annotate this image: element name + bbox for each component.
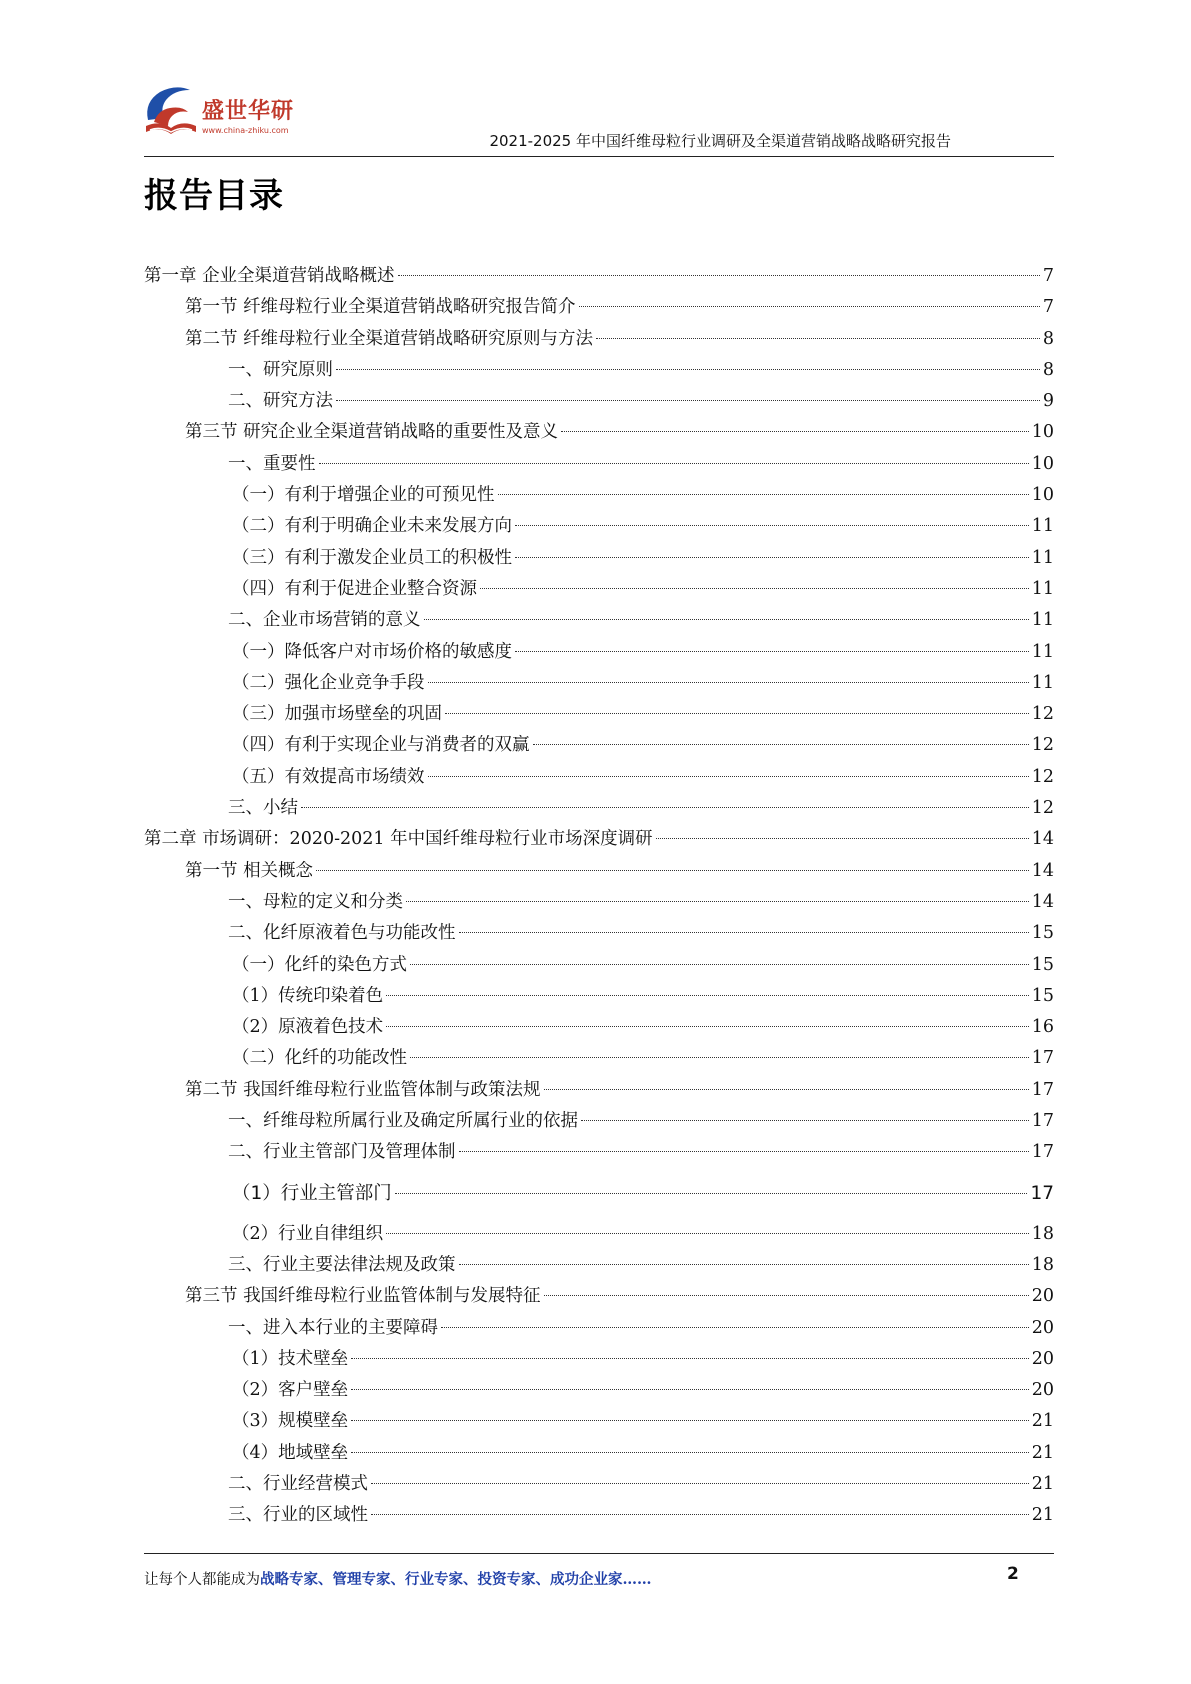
toc-entry-title: 第一节 纤维母粒行业全渠道营销战略研究报告简介 xyxy=(185,297,576,318)
toc-entry-page: 9 xyxy=(1042,391,1054,412)
toc-entry-title: 二、研究方法 xyxy=(228,391,333,412)
toc-entry-page: 21 xyxy=(1031,1442,1054,1463)
toc-entry-title: 第二节 我国纤维母粒行业监管体制与政策法规 xyxy=(185,1079,541,1100)
toc-entry-page: 21 xyxy=(1031,1505,1054,1526)
toc-dot-leader xyxy=(445,713,1029,714)
toc-dot-leader xyxy=(319,463,1029,464)
toc-entry-title: （三）有利于激发企业员工的积极性 xyxy=(232,547,512,568)
toc-entry-page: 17 xyxy=(1031,1048,1054,1069)
toc-entry-title: （1）传统印染着色 xyxy=(232,985,384,1006)
toc-entry-title: （3）规模壁垒 xyxy=(232,1411,349,1432)
toc-entry-page: 10 xyxy=(1031,422,1054,443)
toc-entry-title: 第一章 企业全渠道营销战略概述 xyxy=(144,266,395,286)
toc-entry-title: 第一节 相关概念 xyxy=(185,860,314,881)
header-divider xyxy=(144,156,1054,157)
toc-dot-leader xyxy=(515,557,1029,558)
document-title: 2021-2025 年中国纤维母粒行业调研及全渠道营销战略战略研究报告 xyxy=(489,132,951,150)
toc-entry-title: 一、进入本行业的主要障碍 xyxy=(228,1317,438,1338)
toc-dot-leader xyxy=(424,619,1029,620)
toc-entry[interactable] xyxy=(144,918,1054,949)
toc-entry-page: 20 xyxy=(1031,1348,1054,1369)
toc-dot-leader xyxy=(406,901,1029,902)
toc-entry[interactable] xyxy=(144,605,1054,636)
toc-dot-leader xyxy=(301,807,1029,808)
toc-dot-leader xyxy=(459,1264,1029,1265)
toc-dot-leader xyxy=(579,306,1040,307)
toc-entry-page: 14 xyxy=(1031,860,1054,881)
toc-entry-page: 10 xyxy=(1031,453,1054,474)
toc-entry-page: 20 xyxy=(1031,1286,1054,1307)
toc-entry[interactable] xyxy=(144,1469,1054,1500)
toc-entry-title: 第三节 研究企业全渠道营销战略的重要性及意义 xyxy=(185,422,559,443)
toc-entry[interactable] xyxy=(144,355,1054,386)
toc-entry[interactable] xyxy=(144,386,1054,417)
toc-dot-leader xyxy=(410,964,1029,965)
toc-dot-leader xyxy=(428,776,1029,777)
toc-entry-title: （五）有效提高市场绩效 xyxy=(232,766,425,787)
toc-entry[interactable] xyxy=(144,1500,1054,1531)
toc-entry-page: 17 xyxy=(1031,1111,1054,1132)
toc-entry[interactable] xyxy=(144,637,1054,668)
toc-entry[interactable] xyxy=(144,793,1054,824)
toc-entry[interactable] xyxy=(144,1281,1054,1312)
toc-entry[interactable] xyxy=(144,292,1054,323)
toc-entry[interactable] xyxy=(144,543,1054,574)
toc-entry-page: 15 xyxy=(1031,954,1054,975)
toc-entry[interactable] xyxy=(144,324,1054,355)
toc-entry-title: 三、行业的区域性 xyxy=(228,1505,368,1526)
footer-divider xyxy=(144,1553,1054,1554)
toc-dot-leader xyxy=(386,1026,1029,1027)
toc-entry-title: （4）地域壁垒 xyxy=(232,1442,349,1463)
toc-entry-title: 二、化纤原液着色与功能改性 xyxy=(228,923,456,944)
toc-entry-title: （三）加强市场壁垒的巩固 xyxy=(232,704,442,725)
toc-entry-title: 第三节 我国纤维母粒行业监管体制与发展特征 xyxy=(185,1286,541,1307)
toc-dot-leader xyxy=(410,1057,1029,1058)
toc-entry-page: 12 xyxy=(1031,766,1054,787)
toc-entry-title: 二、企业市场营销的意义 xyxy=(228,610,421,631)
toc-entry-title: 二、行业主管部门及管理体制 xyxy=(228,1142,456,1163)
toc-entry-title: 一、纤维母粒所属行业及确定所属行业的依据 xyxy=(228,1111,578,1132)
toc-dot-leader xyxy=(441,1327,1029,1328)
toc-dot-leader xyxy=(459,1151,1029,1152)
logo-url: www.china-zhiku.com xyxy=(202,126,289,135)
toc-dot-leader xyxy=(316,870,1029,871)
toc-dot-leader xyxy=(386,1233,1029,1234)
toc-entry-title: （2）原液着色技术 xyxy=(232,1017,384,1038)
toc-entry[interactable] xyxy=(144,1106,1054,1137)
toc-entry-title: （2）客户壁垒 xyxy=(232,1380,349,1401)
toc-dot-leader xyxy=(581,1120,1029,1121)
page-title: 报告目录 xyxy=(144,176,284,216)
toc-entry[interactable] xyxy=(144,511,1054,542)
toc-entry-title: （2）行业自律组织 xyxy=(232,1223,384,1244)
toc-entry[interactable] xyxy=(144,1438,1054,1469)
toc-entry[interactable] xyxy=(144,1344,1054,1375)
toc-dot-leader xyxy=(371,1483,1029,1484)
toc-entry-page: 11 xyxy=(1031,547,1054,568)
toc-entry-page: 11 xyxy=(1031,672,1054,693)
toc-entry-page: 11 xyxy=(1031,516,1054,537)
toc-dot-leader xyxy=(336,400,1040,401)
toc-entry-title: （一）降低客户对市场价格的敏感度 xyxy=(232,641,512,662)
toc-entry[interactable] xyxy=(144,1137,1054,1168)
toc-entry[interactable] xyxy=(144,574,1054,605)
toc-dot-leader xyxy=(515,651,1029,652)
toc-entry-title: 二、行业经营模式 xyxy=(228,1473,368,1494)
toc-entry[interactable] xyxy=(144,1375,1054,1406)
toc-entry-title: （1）技术壁垒 xyxy=(232,1348,349,1369)
toc-dot-leader xyxy=(351,1452,1029,1453)
toc-dot-leader xyxy=(656,838,1029,839)
toc-entry[interactable] xyxy=(144,261,1054,292)
toc-dot-leader xyxy=(515,525,1029,526)
toc-dot-leader xyxy=(596,338,1040,339)
toc-entry-title: （二）强化企业竞争手段 xyxy=(232,672,425,693)
toc-entry[interactable] xyxy=(144,449,1054,480)
toc-dot-leader xyxy=(386,995,1029,996)
toc-entry-title: 第二章 市场调研：2020-2021 年中国纤维母粒行业市场深度调研 xyxy=(144,829,653,850)
toc-dot-leader xyxy=(533,744,1029,745)
toc-entry-page: 21 xyxy=(1031,1411,1054,1432)
toc-dot-leader xyxy=(395,1193,1028,1194)
toc-entry-title: 三、行业主要法律法规及政策 xyxy=(228,1254,456,1275)
toc-entry[interactable] xyxy=(144,1169,1054,1219)
toc-entry-page: 18 xyxy=(1031,1223,1054,1244)
toc-dot-leader xyxy=(498,494,1029,495)
toc-entry[interactable] xyxy=(144,950,1054,981)
toc-entry[interactable] xyxy=(144,668,1054,699)
toc-entry[interactable] xyxy=(144,417,1054,448)
logo-name: 盛世华研 xyxy=(202,99,295,124)
toc-dot-leader xyxy=(371,1514,1029,1515)
toc-entry-page: 21 xyxy=(1031,1473,1054,1494)
toc-entry-page: 11 xyxy=(1031,641,1054,662)
toc-entry[interactable] xyxy=(144,1406,1054,1437)
toc-entry-title: 第二节 纤维母粒行业全渠道营销战略研究原则与方法 xyxy=(185,328,594,349)
toc-entry-page: 15 xyxy=(1031,985,1054,1006)
toc-entry-title: 三、小结 xyxy=(228,798,298,819)
toc-entry-title: （四）有利于实现企业与消费者的双赢 xyxy=(232,735,530,756)
toc-dot-leader xyxy=(336,369,1040,370)
toc-entry[interactable] xyxy=(144,699,1054,730)
toc-entry-page: 12 xyxy=(1031,704,1054,725)
toc-entry-page: 12 xyxy=(1031,735,1054,756)
toc-entry-page: 17 xyxy=(1031,1142,1054,1163)
toc-dot-leader xyxy=(428,682,1029,683)
toc-entry-page: 20 xyxy=(1031,1317,1054,1338)
toc-entry-page: 8 xyxy=(1042,328,1054,349)
toc-entry[interactable] xyxy=(144,856,1054,887)
toc-entry[interactable] xyxy=(144,824,1054,855)
toc-dot-leader xyxy=(351,1420,1029,1421)
toc-entry-title: （一）有利于增强企业的可预见性 xyxy=(232,485,495,506)
toc-entry[interactable] xyxy=(144,480,1054,511)
footer-slogan-prefix: 让每个人都能成为 xyxy=(144,1572,260,1588)
logo-book-icon xyxy=(140,80,202,140)
toc-entry-title: 一、母粒的定义和分类 xyxy=(228,891,403,912)
toc-entry-page: 7 xyxy=(1042,297,1054,318)
toc-entry-page: 17 xyxy=(1030,1182,1054,1204)
toc-dot-leader xyxy=(480,588,1029,589)
toc-entry-page: 11 xyxy=(1031,610,1054,631)
toc-dot-leader xyxy=(351,1389,1029,1390)
table-of-contents xyxy=(144,261,1054,1532)
toc-entry-title: 一、研究原则 xyxy=(228,359,333,380)
toc-entry-page: 10 xyxy=(1031,485,1054,506)
toc-entry[interactable] xyxy=(144,981,1054,1012)
toc-entry-title: （一）化纤的染色方式 xyxy=(232,954,407,975)
toc-entry[interactable] xyxy=(144,1043,1054,1074)
page-number: 2 xyxy=(1007,1564,1019,1584)
footer-slogan xyxy=(144,1568,652,1589)
toc-entry[interactable] xyxy=(144,1250,1054,1281)
toc-entry[interactable] xyxy=(144,887,1054,918)
toc-entry-page: 7 xyxy=(1042,266,1054,286)
toc-entry-page: 16 xyxy=(1031,1017,1054,1038)
toc-entry-page: 14 xyxy=(1031,829,1054,850)
toc-entry-page: 18 xyxy=(1031,1254,1054,1275)
toc-dot-leader xyxy=(544,1089,1029,1090)
toc-entry-title: （二）化纤的功能改性 xyxy=(232,1048,407,1069)
company-logo xyxy=(140,80,310,150)
toc-entry-page: 20 xyxy=(1031,1380,1054,1401)
toc-entry-page: 12 xyxy=(1031,798,1054,819)
toc-entry-page: 11 xyxy=(1031,578,1054,599)
toc-entry[interactable] xyxy=(144,1219,1054,1250)
toc-dot-leader xyxy=(561,431,1029,432)
toc-entry-page: 14 xyxy=(1031,891,1054,912)
toc-entry-page: 17 xyxy=(1031,1079,1054,1100)
footer-slogan-highlight: 战略专家、管理专家、行业专家、投资专家、成功企业家…… xyxy=(260,1571,652,1588)
toc-entry-title: （二）有利于明确企业未来发展方向 xyxy=(232,516,512,537)
toc-entry-title: （1）行业主管部门 xyxy=(232,1182,392,1204)
toc-entry[interactable] xyxy=(144,730,1054,761)
toc-entry[interactable] xyxy=(144,762,1054,793)
toc-entry[interactable] xyxy=(144,1012,1054,1043)
toc-entry[interactable] xyxy=(144,1313,1054,1344)
toc-dot-leader xyxy=(351,1358,1029,1359)
toc-entry-page: 8 xyxy=(1042,359,1054,380)
toc-dot-leader xyxy=(398,275,1040,276)
toc-entry[interactable] xyxy=(144,1075,1054,1106)
toc-entry-title: （四）有利于促进企业整合资源 xyxy=(232,578,477,599)
toc-dot-leader xyxy=(544,1295,1029,1296)
toc-entry-page: 15 xyxy=(1031,923,1054,944)
toc-entry-title: 一、重要性 xyxy=(228,453,316,474)
toc-dot-leader xyxy=(459,932,1029,933)
